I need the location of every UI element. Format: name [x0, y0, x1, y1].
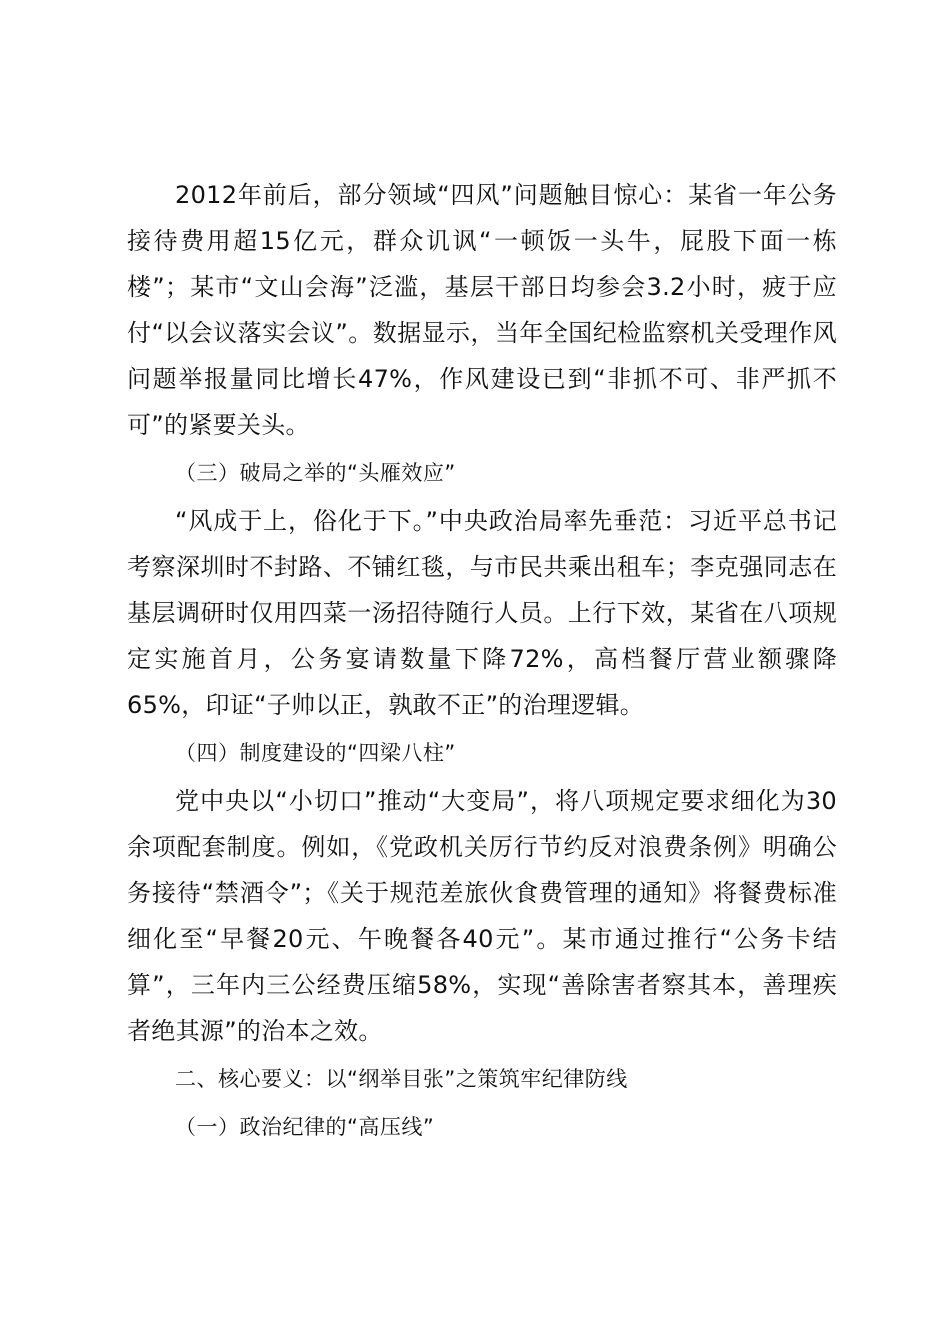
paragraph-leading-example: “风成于上，俗化于下。”中央政治局率先垂范：习近平总书记考察深圳时不封路、不铺红毯，与市民共乘出租车；李克强同志在基层调研时仅用四菜一汤招待随行人员。上行下效，某省在八项规定实施首月，公务宴请数量下降72%，高档餐厅营业额骤降65%，印证“子帅以正，孰敢不正”的治理逻辑。 [127, 507, 837, 719]
section-heading-4: （四）制度建设的“四梁八柱” [175, 741, 456, 765]
document-body [127, 172, 837, 1150]
section-heading-1: （一）政治纪律的“高压线” [175, 1115, 435, 1139]
chapter-heading-2: 二、核心要义：以“纲举目张”之策筑牢纪律防线 [175, 1067, 628, 1091]
paragraph-background: 2012年前后，部分领域“四风”问题触目惊心：某省一年公务接待费用超15亿元，群众讥讽“一顿饭一头牛，屁股下面一栋楼”；某市“文山会海”泛滥，基层干部日均参会3.2小时，疲于应付“以会议落实会议”。数据显示，当年全国纪检监察机关受理作风问题举报量同比增长47%，作风建设已到“非抓不可、非严抓不可”的紧要关头。 [127, 181, 837, 439]
section-heading-3: （三）破局之举的“头雁效应” [175, 461, 456, 485]
paragraph-institution-building: 党中央以“小切口”推动“大变局”，将八项规定要求细化为30余项配套制度。例如，《党政机关厉行节约反对浪费条例》明确公务接待“禁酒令”；《关于规范差旅伙食费管理的通知》将餐费标准细化至“早餐20元、午晚餐各40元”。某市通过推行“公务卡结算”，三年内三公经费压缩58%，实现“善除害者察其本，善理疾者绝其源”的治本之效。 [127, 787, 837, 1045]
